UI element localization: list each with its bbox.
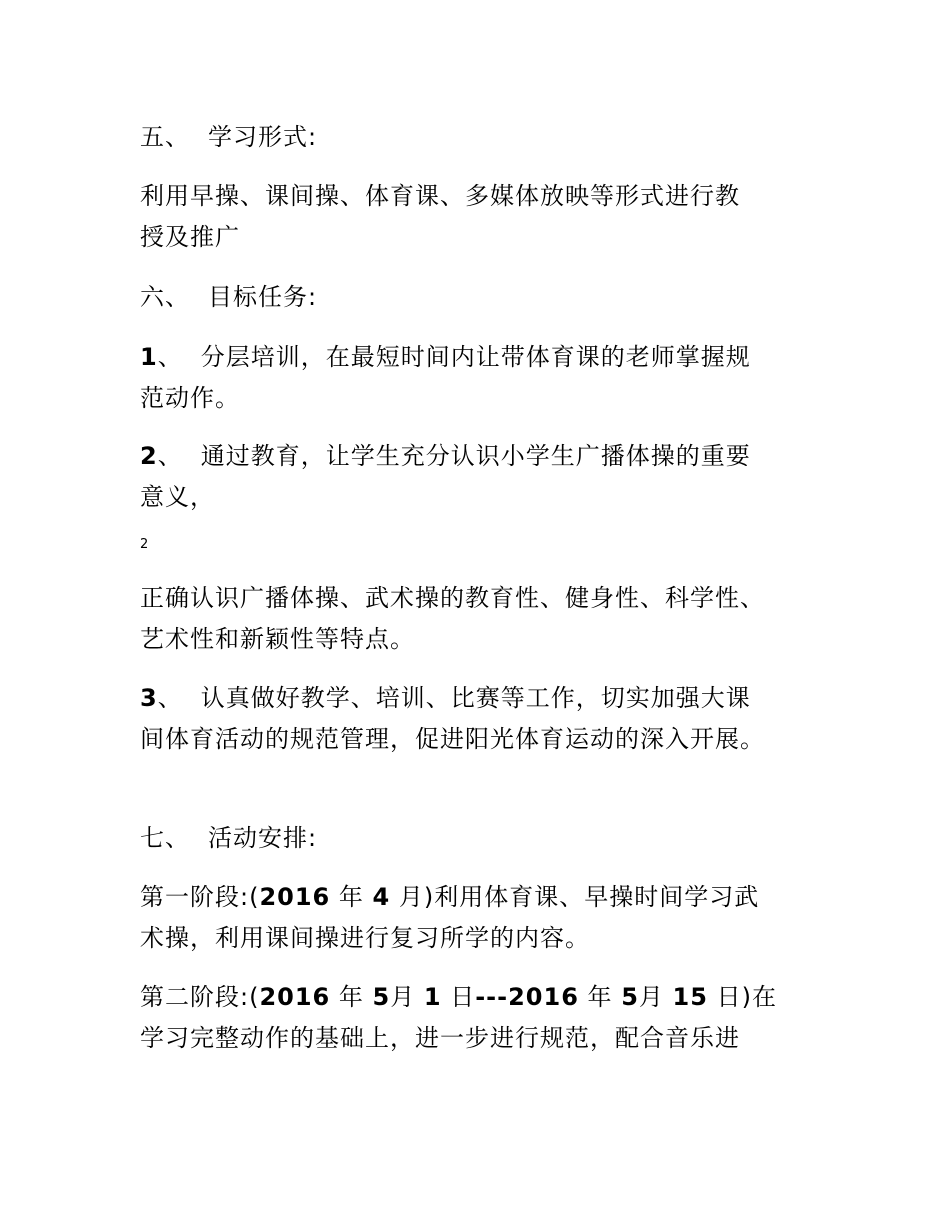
section-5-number: 五、 bbox=[140, 123, 190, 151]
date-day: 15 bbox=[672, 983, 708, 1011]
section-6-number: 六、 bbox=[140, 283, 190, 311]
section-6-title: 目标任务: bbox=[208, 283, 318, 311]
date-unit: 月 bbox=[398, 883, 424, 911]
section-7-heading bbox=[140, 818, 820, 859]
list-item-number: 2 bbox=[140, 442, 158, 470]
paragraph-line: 利用早操、课间操、体育课、多媒体放映等形式进行教 bbox=[140, 182, 740, 210]
section-7-number: 七、 bbox=[140, 824, 190, 852]
list-item-number: 3 bbox=[140, 684, 158, 712]
list-item-text: 通过教育，让学生充分认识小学生广播体操的重要 bbox=[200, 442, 751, 470]
list-item-separator: 、 bbox=[157, 343, 183, 371]
stage-text: )在 bbox=[741, 983, 777, 1011]
list-item-2-continued bbox=[140, 578, 820, 660]
stage-text: 术操，利用课间操进行复习所学的内容。 bbox=[140, 924, 590, 952]
page-number: 2 bbox=[140, 537, 149, 552]
date-year: 2016 bbox=[259, 883, 331, 911]
date-unit: 年 bbox=[587, 983, 613, 1011]
section-7-title: 活动安排: bbox=[208, 824, 318, 852]
list-item-separator: 、 bbox=[157, 684, 183, 712]
date-year: 2016 bbox=[508, 983, 579, 1011]
stage-text: 学习完整动作的基础上，进一步进行规范，配合音乐进 bbox=[140, 1024, 740, 1052]
stage-label: 第一阶段:( bbox=[140, 883, 260, 911]
stage-label: 第二阶段:( bbox=[140, 983, 260, 1011]
stage-1 bbox=[140, 877, 820, 959]
list-item-text: 范动作。 bbox=[140, 384, 240, 412]
date-unit: 年 bbox=[338, 983, 364, 1011]
section-5-title: 学习形式: bbox=[208, 123, 318, 151]
list-item-number: 1 bbox=[140, 343, 158, 371]
section-6-heading bbox=[140, 277, 820, 318]
paragraph-line: 正确认识广播体操、武术操的教育性、健身性、科学性、 bbox=[140, 584, 765, 612]
date-month: 4 bbox=[372, 883, 391, 911]
list-item-3 bbox=[140, 678, 820, 760]
date-day: 1 bbox=[423, 983, 442, 1011]
paragraph-line: 艺术性和新颖性等特点。 bbox=[140, 625, 415, 653]
date-month: 5 bbox=[621, 983, 639, 1011]
date-unit: 月 bbox=[390, 983, 416, 1011]
date-unit: 年 bbox=[338, 883, 364, 911]
list-item-2 bbox=[140, 436, 820, 518]
date-month: 5 bbox=[372, 983, 391, 1011]
date-unit: 日 bbox=[716, 983, 742, 1011]
list-item-text: 分层培训，在最短时间内让带体育课的老师掌握规 bbox=[200, 343, 751, 371]
paragraph-line: 授及推广 bbox=[140, 223, 240, 251]
stage-text: )利用体育课、早操时间学习武 bbox=[423, 883, 760, 911]
date-unit: 日 bbox=[450, 983, 476, 1011]
list-item-1 bbox=[140, 337, 820, 419]
date-year: 2016 bbox=[259, 983, 331, 1011]
date-unit: 月 bbox=[638, 983, 664, 1011]
section-5-body bbox=[140, 176, 820, 258]
list-item-separator: 、 bbox=[157, 442, 183, 470]
stage-2 bbox=[140, 977, 820, 1059]
list-item-text: 意义， bbox=[140, 483, 215, 511]
date-range-dash: --- bbox=[475, 983, 509, 1011]
list-item-text: 认真做好教学、培训、比赛等工作，切实加强大课 bbox=[200, 684, 751, 712]
section-5-heading bbox=[140, 117, 820, 158]
list-item-text: 间体育活动的规范管理，促进阳光体育运动的深入开展。 bbox=[140, 725, 765, 753]
